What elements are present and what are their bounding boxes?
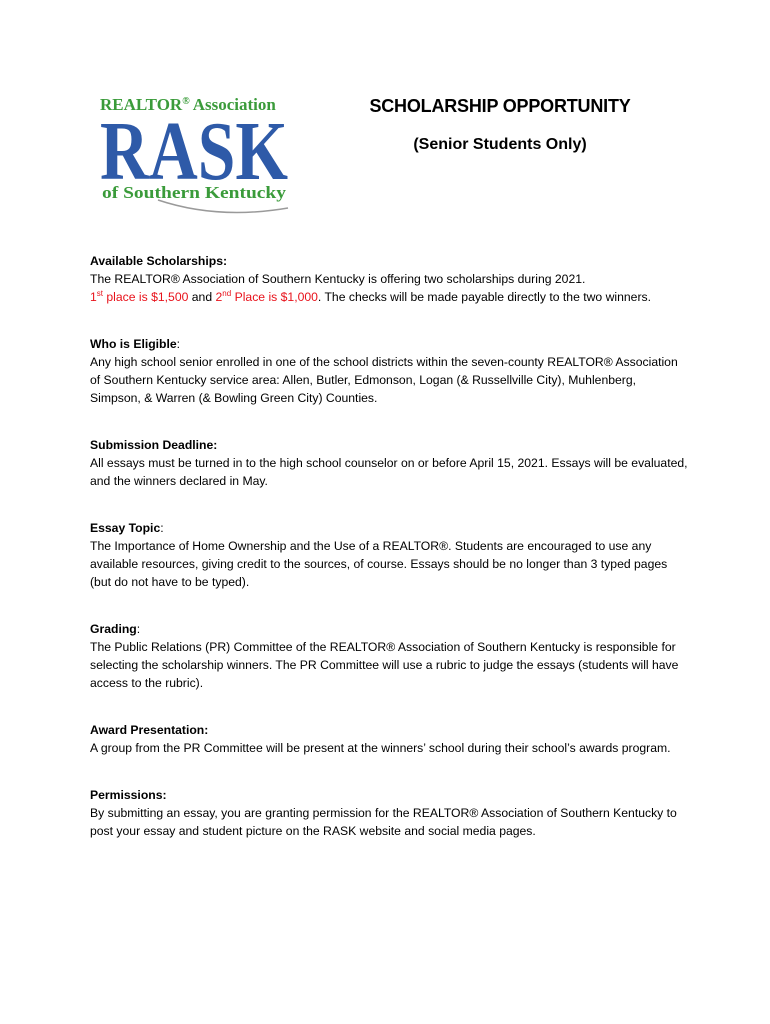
section-text: The REALTOR® Association of Southern Kentucky is offering two scholarships during 2021. (90, 272, 586, 286)
section-heading: Permissions: (90, 788, 167, 802)
section-heading: Essay Topic (90, 521, 161, 535)
document-body (90, 252, 690, 869)
section-award-presentation (90, 721, 690, 757)
logo-southern-kentucky-text: of Southern Kentucky (102, 183, 287, 202)
rask-logo (98, 92, 298, 222)
section-heading-line: Grading: (90, 622, 141, 636)
section-permissions (90, 786, 690, 840)
section-text: The Public Relations (PR) Committee of the REALTOR® Association of Southern Kentucky is responsible for selecting the scholarship winners. The PR Committee will use a rubric to judge the essays (students will have access to the rubric). (90, 640, 679, 690)
section-heading: Grading (90, 622, 137, 636)
logo-realtor-text: REALTOR (100, 95, 183, 114)
section-text: All essays must be turned in to the high school counselor on or before April 15, 2021. Essays will be evaluated, and the winners declared in May. (90, 456, 688, 488)
section-text: A group from the PR Committee will be present at the winners’ school during their school’s awards program. (90, 741, 671, 755)
section-heading-line: Who is Eligible: (90, 337, 181, 351)
page-title: SCHOLARSHIP OPPORTUNITY (369, 96, 631, 116)
section-text: The Importance of Home Ownership and the Use of a REALTOR®. Students are encouraged to use any available resources, giving credit to the sources, of course. Essays should be no longer than 3 typed pages (but do not have to be typed). (90, 539, 668, 589)
section-submission-deadline (90, 436, 690, 490)
prize-line: 1st place is $1,500 and 2nd Place is $1,000. The checks will be made payable directly to the two winners. (90, 288, 651, 304)
section-essay-topic (90, 519, 690, 591)
first-place-prize: 1st place is $1,500 (90, 288, 189, 304)
section-text: By submitting an essay, you are granting permission for the REALTOR® Association of Southern Kentucky to post your essay and student picture on the RASK website and social media pages. (90, 806, 677, 838)
rask-logo-graphic (98, 92, 298, 222)
logo-rask-text: RASK (100, 105, 288, 198)
section-heading: Available Scholarships: (90, 254, 228, 268)
section-grading (90, 620, 690, 692)
logo-association-text: Association (192, 95, 276, 114)
page-subtitle: (Senior Students Only) (413, 136, 587, 153)
section-who-is-eligible (90, 335, 690, 407)
section-heading: Submission Deadline: (90, 438, 218, 452)
section-available-scholarships (90, 252, 690, 306)
section-heading-line: Essay Topic: (90, 521, 164, 535)
second-place-prize: 2nd Place is $1,000 (215, 288, 318, 304)
logo-reg-mark: ® (182, 96, 190, 107)
section-heading: Award Presentation: (90, 723, 209, 737)
section-heading: Who is Eligible (90, 337, 177, 351)
section-text: Any high school senior enrolled in one of the school districts within the seven-county REALTOR® Association of Southern Kentucky service area: Allen, Butler, Edmonson, Logan (& Russellville City), Muhlenberg, Simpson, & Warren (& Bowling Green City) Counties. (90, 355, 678, 405)
